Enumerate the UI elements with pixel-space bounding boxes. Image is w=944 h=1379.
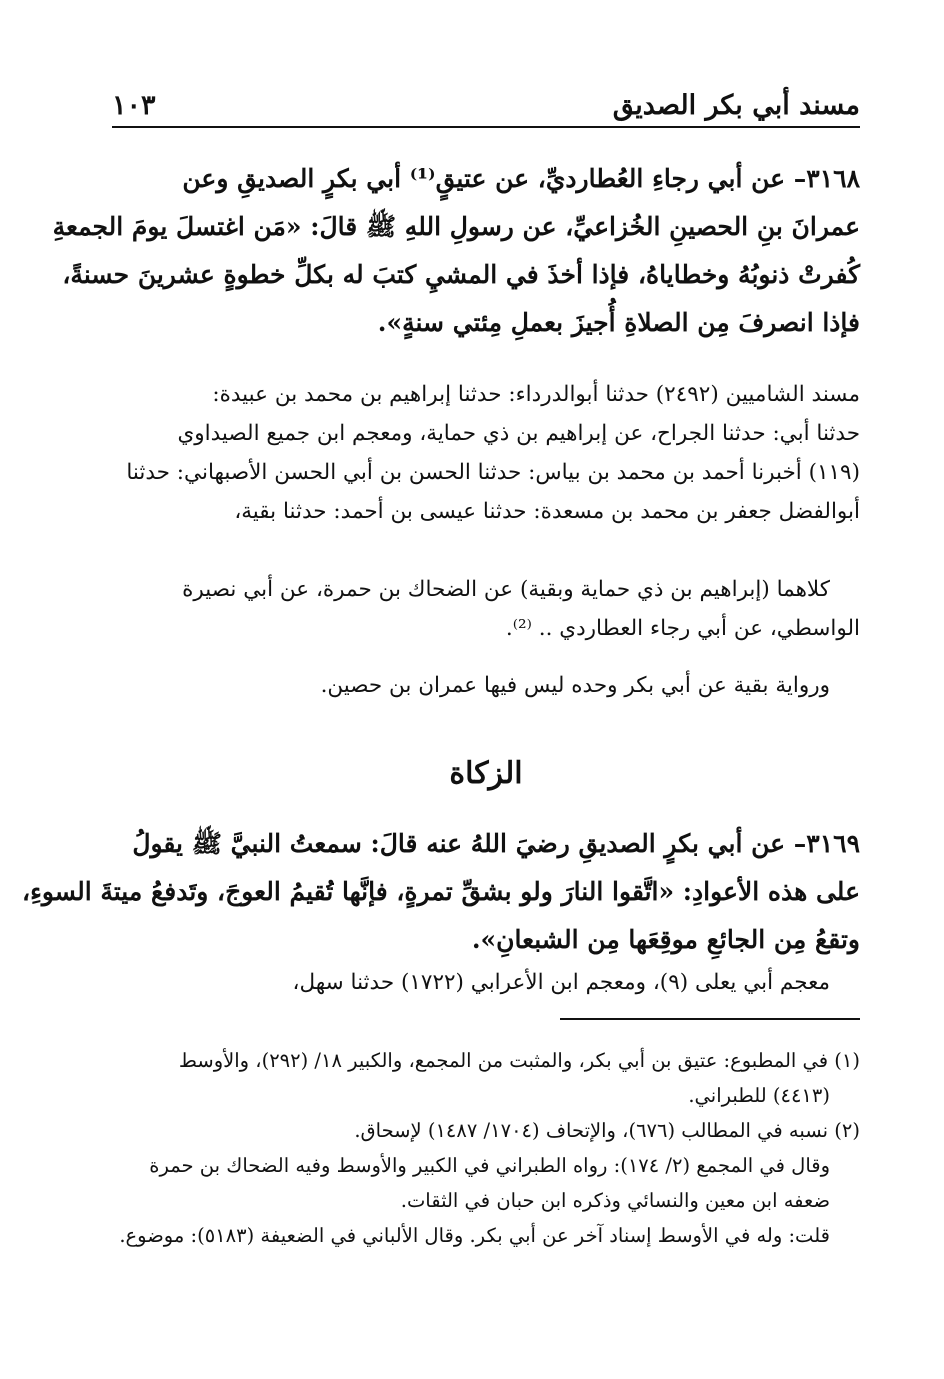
footnote-note: قلت: وله في الأوسط إسناد آخر عن أبي بكر. وقال الألباني في الضعيفة (٥١٨٣): موضوع.: [119, 1224, 830, 1247]
footnote-2: (٢) نسبه في المطالب (٦٧٦)، والإتحاف (١٧٠٤/ ١٤٨٧) لإسحاق.: [354, 1119, 860, 1142]
footnote-note: ضعفه ابن معين والنسائي وذكره ابن حبان في الثقات.: [400, 1189, 830, 1212]
source-line: ورواية بقية عن أبي بكر وحده ليس فيها عمران بن حصين.: [320, 673, 830, 698]
hadith-3168: [52, 155, 860, 347]
source-3169: [112, 963, 860, 1002]
source-line: كلاهما (إبراهيم بن ذي حماية وبقية) عن الضحاك بن حمرة، عن أبي نصيرة: [182, 577, 830, 602]
source-3168-para3: [112, 666, 860, 705]
footnote-1-cont: (٤٤١٣) للطبراني.: [688, 1084, 830, 1107]
hadith-line: ٣١٦٩– عن أبي بكرٍ الصديقِ رضيَ اللهُ عنه قالَ: سمعتُ النبيَّ ﷺ يقولُ: [132, 829, 860, 858]
book-title: مسند أبي بكر الصديق: [612, 90, 860, 121]
source-line: (١١٩) أخبرنا أحمد بن محمد بن بياس: حدثنا الحسن بن أبي الحسن الأصبهاني: حدثنا: [126, 460, 860, 485]
footnote-note: وقال في المجمع (٢/ ١٧٤): رواه الطبراني في الكبير والأوسط وفيه الضحاك بن حمرة: [149, 1154, 830, 1177]
source-line: الواسطي، عن أبي رجاء العطاردي .. ⁽²⁾.: [505, 616, 860, 641]
source-3168-para1: [112, 375, 860, 531]
footnote-1: (١) في المطبوع: عتيق بن أبي بكر، والمثبت من المجمع، والكبير ١٨/ (٢٩٢)، والأوسط: [178, 1049, 860, 1072]
source-3168-para2: [112, 570, 860, 648]
source-line: مسند الشاميين (٢٤٩٢) حدثنا أبوالدرداء: حدثنا إبراهيم بن محمد بن عبيدة:: [212, 382, 860, 407]
source-line: أبوالفضل جعفر بن محمد بن مسعدة: حدثنا عيسى بن أحمد: حدثنا بقية،: [234, 499, 860, 524]
hadith-line: وتقعُ مِن الجائعِ موقِعَها مِن الشبعانِ».: [471, 925, 860, 954]
running-header: [112, 82, 860, 128]
hadith-line: ٣١٦٨– عن أبي رجاءِ العُطارديِّ، عن عتيقٍ⁽¹⁾ أبي بكرٍ الصديقِ وعن: [182, 164, 860, 193]
source-line: معجم أبي يعلى (٩)، ومعجم ابن الأعرابي (١٧٢٢) حدثنا سهل،: [292, 970, 830, 995]
page-number: ١٠٣: [112, 90, 156, 121]
source-line: حدثنا أبي: حدثنا الجراح، عن إبراهيم بن ذي حماية، ومعجم ابن جميع الصيداوي: [177, 421, 860, 446]
hadith-line: فإذا انصرفَ مِن الصلاةِ أُجيزَ بعملِ مِئتي سنةٍ».: [377, 308, 860, 337]
section-title-zakat: الزكاة: [449, 756, 523, 791]
hadith-line: كُفرتْ ذنوبُهُ وخطاياهُ، فإذا أخذَ في المشيِ كتبَ له بكلِّ خطوةٍ عشرينَ حسنةً،: [62, 260, 860, 289]
footnotes: [112, 1043, 860, 1253]
hadith-3169: [22, 820, 860, 964]
hadith-line: على هذه الأعوادِ: «اتَّقوا النارَ ولو بشقِّ تمرةٍ، فإنَّها تُقيمُ العوجَ، وتَدفعُ ميتةَ السوءِ،: [22, 877, 860, 906]
hadith-line: عمرانَ بنِ الحصينِ الخُزاعيِّ، عن رسولِ اللهِ ﷺ قالَ: «مَن اغتسلَ يومَ الجمعةِ: [52, 212, 860, 241]
footnote-separator: [560, 1018, 860, 1020]
